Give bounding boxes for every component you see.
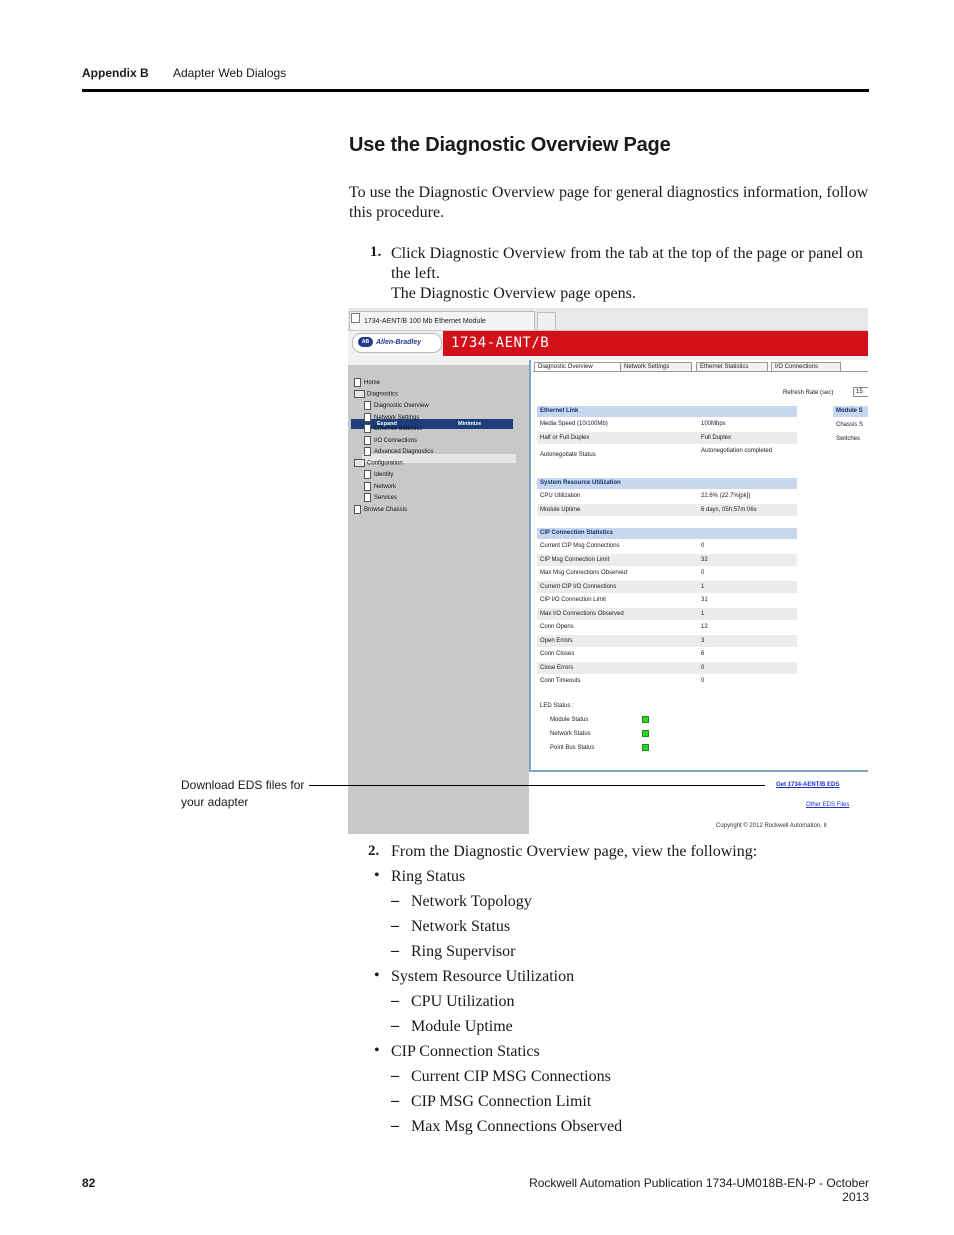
step-1-number: 1. bbox=[370, 244, 382, 260]
dash-icon: – bbox=[391, 992, 399, 1009]
tree-item[interactable] bbox=[364, 470, 393, 479]
row-label: Close Errors bbox=[540, 664, 574, 671]
row-label: Max I/O Connections Observed bbox=[540, 610, 624, 617]
row-value: 0 bbox=[701, 664, 705, 671]
browser-tab[interactable] bbox=[349, 311, 535, 330]
model-title: 1734-AENT/B bbox=[451, 335, 550, 351]
tree-item[interactable] bbox=[364, 413, 419, 422]
document-icon bbox=[364, 447, 371, 456]
document-icon bbox=[354, 378, 361, 387]
document-icon bbox=[354, 505, 361, 514]
row-value: 6 days, 05h:57m:06s bbox=[701, 506, 757, 513]
row-value: 1 bbox=[701, 610, 705, 617]
chassis-status-label: Chassis S bbox=[836, 422, 864, 428]
dash-icon: – bbox=[391, 1117, 399, 1134]
list-subitem: CIP MSG Connection Limit bbox=[411, 1093, 592, 1110]
row-label: Module Uptime bbox=[540, 506, 581, 513]
tree-item-label: Services bbox=[374, 495, 398, 502]
row-value: 100Mbps bbox=[701, 421, 726, 427]
tree-item[interactable] bbox=[364, 493, 397, 502]
folder-icon bbox=[354, 459, 365, 467]
new-tab-button[interactable] bbox=[537, 312, 556, 331]
row-value: 32 bbox=[701, 556, 708, 563]
tree-item[interactable] bbox=[364, 447, 433, 456]
row-label: Conn Closes bbox=[540, 651, 575, 657]
list-item: CIP Connection Statics bbox=[391, 1043, 540, 1060]
step-1-result: The Diagnostic Overview page opens. bbox=[391, 285, 636, 302]
tree-item[interactable] bbox=[364, 436, 417, 445]
row-label: Media Speed (10/100Mb) bbox=[540, 421, 608, 427]
expand-button[interactable]: Expand bbox=[377, 421, 397, 427]
tree-item[interactable] bbox=[364, 424, 422, 433]
folder-icon bbox=[354, 390, 365, 398]
row-label: Current CIP I/O Connections bbox=[540, 583, 617, 590]
document-icon bbox=[364, 493, 371, 502]
intro-paragraph: To use the Diagnostic Overview page for general diagnostics information, follow this procedure. bbox=[349, 184, 869, 221]
row-value: 6 bbox=[701, 651, 705, 657]
row-value: Autonegotiation completed bbox=[701, 448, 773, 454]
row-value: 0 bbox=[701, 678, 705, 684]
tree-item[interactable] bbox=[354, 459, 403, 468]
header-section-title: Adapter Web Dialogs bbox=[173, 66, 287, 80]
dash-icon: – bbox=[391, 1017, 399, 1034]
tab-underline bbox=[533, 371, 868, 372]
page-number: 82 bbox=[82, 1176, 96, 1190]
tree-item-label: Home bbox=[364, 380, 381, 387]
tree-item-label: Network bbox=[374, 483, 397, 490]
dash-icon: – bbox=[391, 942, 399, 959]
led-status-label: Module Status bbox=[550, 717, 589, 723]
dash-icon: – bbox=[391, 1067, 399, 1084]
row-label: Conn Timeouts bbox=[540, 678, 581, 684]
tab-3[interactable]: Ethernet Statistics bbox=[696, 362, 768, 371]
dash-icon: – bbox=[391, 1092, 399, 1109]
status-led-icon bbox=[642, 716, 649, 723]
callout-leader-line bbox=[309, 785, 765, 786]
tab-1[interactable]: Diagnostic Overview bbox=[534, 362, 622, 371]
tree-item[interactable] bbox=[354, 390, 398, 399]
row-label: Open Errors bbox=[540, 637, 573, 644]
step-2-text: From the Diagnostic Overview page, view the following: bbox=[391, 843, 758, 860]
ethernet_link-header: Ethernet Link bbox=[537, 406, 797, 417]
step-2-number: 2. bbox=[368, 843, 380, 859]
header-rule bbox=[82, 89, 869, 92]
other-eds-link[interactable]: Other EDS Files bbox=[806, 802, 850, 808]
list-subitem: Ring Supervisor bbox=[411, 943, 516, 960]
list-subitem: Max Msg Connections Observed bbox=[411, 1118, 623, 1135]
row-label: CIP Msg Connection Limit bbox=[540, 556, 610, 563]
system_resource-header: System Resource Utilization bbox=[537, 478, 797, 489]
switches-label: Switches bbox=[836, 436, 861, 442]
bullet-icon: • bbox=[374, 867, 380, 884]
get-eds-link[interactable]: Get 1734-AENT/B EDS bbox=[776, 782, 840, 788]
tree-item-label: Diagnostic Overview bbox=[374, 403, 429, 410]
row-value: 22.6% (22.7%[pk]) bbox=[701, 493, 751, 499]
tree-item-label: I/O Connections bbox=[374, 437, 418, 444]
step-1-text: Click Diagnostic Overview from the tab at the top of the page or panel on the left. bbox=[391, 245, 863, 282]
favicon-icon bbox=[351, 313, 360, 323]
ab-logo-icon: AB bbox=[358, 337, 373, 347]
copyright-text: Copyright © 2012 Rockwell Automation, Ir bbox=[716, 823, 828, 829]
page-title: Use the Diagnostic Overview Page bbox=[349, 134, 671, 156]
tree-item-label: Ethernet Statistics bbox=[374, 426, 423, 433]
header-appendix: Appendix B bbox=[82, 66, 149, 80]
bullet-icon: • bbox=[374, 967, 380, 984]
list-item: System Resource Utilization bbox=[391, 968, 575, 985]
row-value: 31 bbox=[701, 597, 708, 603]
refresh-rate-input[interactable]: 15 bbox=[853, 387, 868, 397]
publication-info: Rockwell Automation Publication 1734-UM018B-EN-P - October 2013 bbox=[529, 1176, 869, 1204]
tree-item-label: Network Settings bbox=[374, 414, 420, 421]
led-status-label: Point Bus Status bbox=[550, 745, 595, 751]
brand-name: Allen-Bradley bbox=[376, 339, 422, 346]
list-subitem: Network Status bbox=[411, 918, 511, 935]
tab-2[interactable]: Network Settings bbox=[620, 362, 692, 371]
tree-item-label: Diagnostics bbox=[367, 391, 399, 398]
eds-callout: Download EDS files for your adapter bbox=[181, 778, 305, 809]
tree-item-label: Configuration bbox=[367, 460, 403, 467]
row-label: Conn Opens bbox=[540, 624, 574, 630]
allen-bradley-logo bbox=[352, 333, 442, 353]
browser-tab-label: 1734-AENT/B 100 Mb Ethernet Module bbox=[364, 318, 486, 325]
tree-item[interactable] bbox=[364, 482, 396, 491]
status-led-icon bbox=[642, 730, 649, 737]
document-icon bbox=[364, 401, 371, 410]
tree-item-label: Identity bbox=[374, 472, 394, 479]
module-status-header: Module S bbox=[833, 406, 868, 417]
led-status-label: Network Status bbox=[550, 731, 591, 737]
row-value: Full Duplex bbox=[701, 434, 732, 441]
row-label: Half or Full Duplex bbox=[540, 434, 590, 441]
document-icon bbox=[364, 482, 371, 491]
document-icon bbox=[364, 424, 371, 433]
list-subitem: CPU Utilization bbox=[411, 993, 515, 1010]
minimize-button[interactable]: Minimize bbox=[458, 421, 482, 427]
row-label: Autonegotiate Status bbox=[540, 452, 596, 458]
tree-item[interactable] bbox=[354, 505, 407, 514]
row-label: Current CIP Msg Connections bbox=[540, 543, 620, 549]
bullet-icon: • bbox=[374, 1042, 380, 1059]
list-subitem: Current CIP MSG Connections bbox=[411, 1068, 611, 1085]
navigation-panel bbox=[348, 365, 529, 834]
cip_stats-header: CIP Connection Statistics bbox=[537, 528, 797, 539]
list-subitem: Network Topology bbox=[411, 893, 532, 910]
list-item: Ring Status bbox=[391, 868, 466, 885]
tree-item[interactable] bbox=[354, 378, 380, 387]
led-status-title: LED Status : bbox=[540, 703, 574, 709]
tree-item-label: Browse Chassis bbox=[364, 506, 408, 513]
row-label: Max Msg Connections Observed bbox=[540, 570, 628, 576]
document-icon bbox=[364, 470, 371, 479]
dash-icon: – bbox=[391, 892, 399, 909]
row-label: CPU Utilization bbox=[540, 493, 581, 499]
diagnostic-overview-screenshot bbox=[348, 308, 868, 834]
row-value: 3 bbox=[701, 637, 705, 644]
row-value: 12 bbox=[701, 624, 708, 630]
row-label: CIP I/O Connection Limit bbox=[540, 597, 606, 603]
tab-4[interactable]: I/O Connections bbox=[771, 362, 841, 371]
document-icon bbox=[364, 413, 371, 422]
dash-icon: – bbox=[391, 917, 399, 934]
tree-item-label: Advanced Diagnostics bbox=[374, 449, 434, 456]
row-value: 0 bbox=[701, 570, 705, 576]
row-value: 0 bbox=[701, 543, 705, 549]
refresh-rate-label: Refresh Rate (sec) bbox=[783, 390, 834, 396]
list-subitem: Module Uptime bbox=[411, 1018, 513, 1035]
status-led-icon bbox=[642, 744, 649, 751]
document-icon bbox=[364, 436, 371, 445]
tree-item[interactable] bbox=[364, 401, 429, 410]
row-value: 1 bbox=[701, 583, 705, 590]
